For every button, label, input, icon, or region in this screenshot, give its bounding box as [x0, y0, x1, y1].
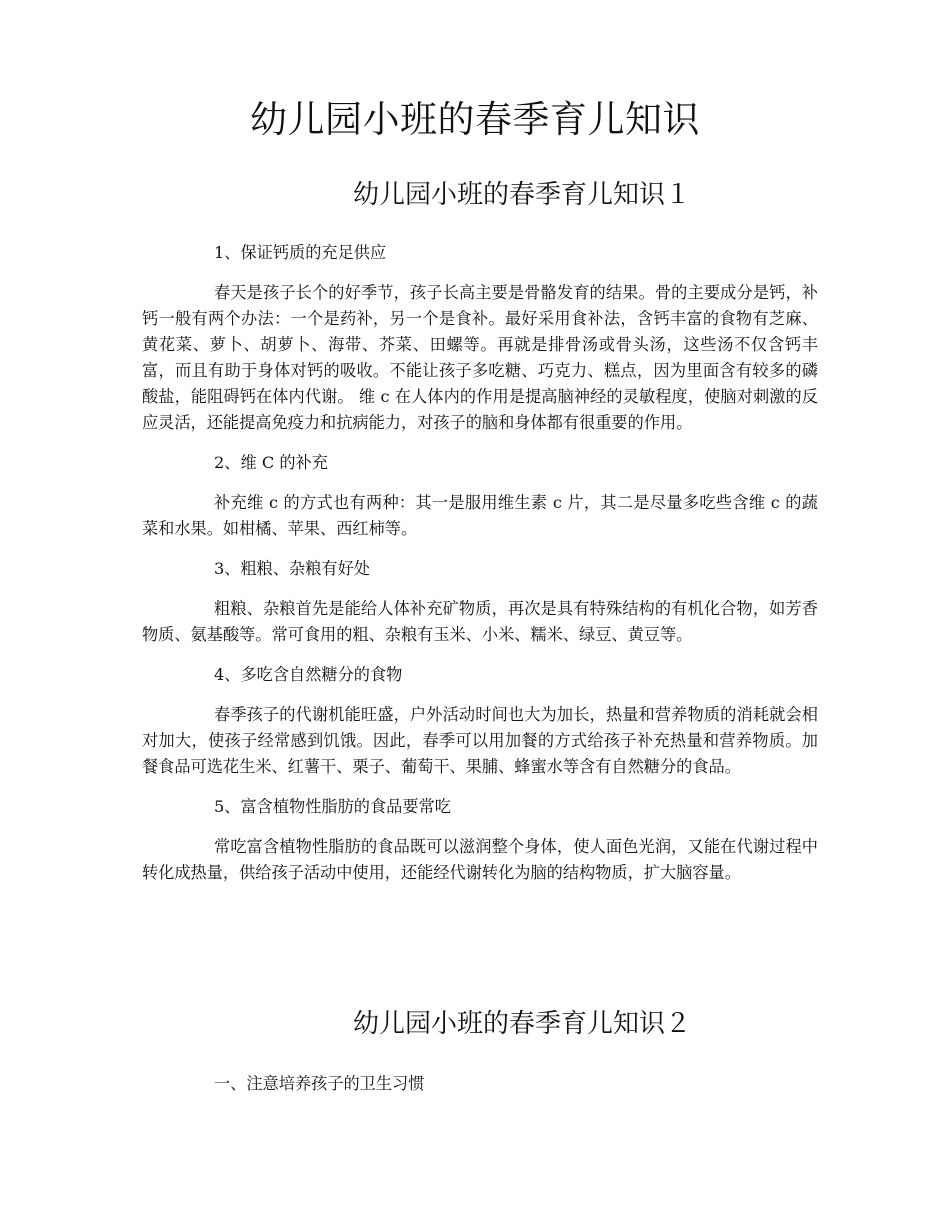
- item-2-paragraph: 补充维 c 的方式也有两种：其一是服用维生素 c 片，其二是尽量多吃些含维 c 的蔬菜和水果。如柑橘、苹果、西红柿等。: [142, 493, 818, 538]
- section-1-title: 幼儿园小班的春季育儿知识１: [352, 180, 691, 210]
- item-3-paragraph: 粗粮、杂粮首先是能给人体补充矿物质，再次是具有特殊结构的有机化合物，如芳香物质、氨基酸等。常可食用的粗、杂粮有玉米、小米、糯米、绿豆、黄豆等。: [142, 599, 818, 644]
- item-2-heading: 2、维 C 的补充: [214, 453, 328, 472]
- item-3-heading: 3、粗粮、杂粮有好处: [214, 559, 370, 578]
- item-4-paragraph: 春季孩子的代谢机能旺盛，户外活动时间也大为加长，热量和营养物质的消耗就会相对加大，使孩子经常感到饥饿。因此，春季可以用加餐的方式给孩子补充热量和营养物质。加餐食品可选花生米、红薯干、栗子、葡萄干、果脯、蜂蜜水等含有自然糖分的食品。: [142, 705, 818, 776]
- item-1-heading: 1、保证钙质的充足供应: [214, 243, 387, 262]
- item-5-heading: 5、富含植物性脂肪的食品要常吃: [214, 797, 451, 816]
- item-5-paragraph: 常吃富含植物性脂肪的食品既可以滋润整个身体，使人面色光润，又能在代谢过程中转化成热量，供给孩子活动中使用，还能经代谢转化为脑的结构物质，扩大脑容量。: [142, 837, 818, 882]
- section-2-title: 幼儿园小班的春季育儿知识２: [352, 1009, 691, 1039]
- item-4-heading: 4、多吃含自然糖分的食物: [214, 665, 403, 684]
- item-1-paragraph: 春天是孩子长个的好季节，孩子长高主要是骨骼发育的结果。骨的主要成分是钙，补钙一般有两个办法：一个是药补，另一个是食补。最好采用食补法，含钙丰富的食物有芝麻、黄花菜、萝卜、胡萝卜、海带、芥菜、田螺等。再就是排骨汤或骨头汤，这些汤不仅含钙丰富，而且有助于身体对钙的吸收。不能让孩子多吃糖、巧克力、糕点，因为里面含有较多的磷酸盐，能阻碍钙在体内代谢。 维 c 在人体内的作用是提高脑神经的灵敏程度，使脑对刺激的反应灵活，还能提高免疫力和抗病能力，对孩子的脑和身体都有很重要的作用。: [142, 283, 818, 432]
- section-1-body: [142, 240, 818, 886]
- document-title: 幼儿园小班的春季育儿知识: [250, 98, 700, 141]
- section-2-first-heading: 一、注意培养孩子的卫生习惯: [214, 1074, 425, 1093]
